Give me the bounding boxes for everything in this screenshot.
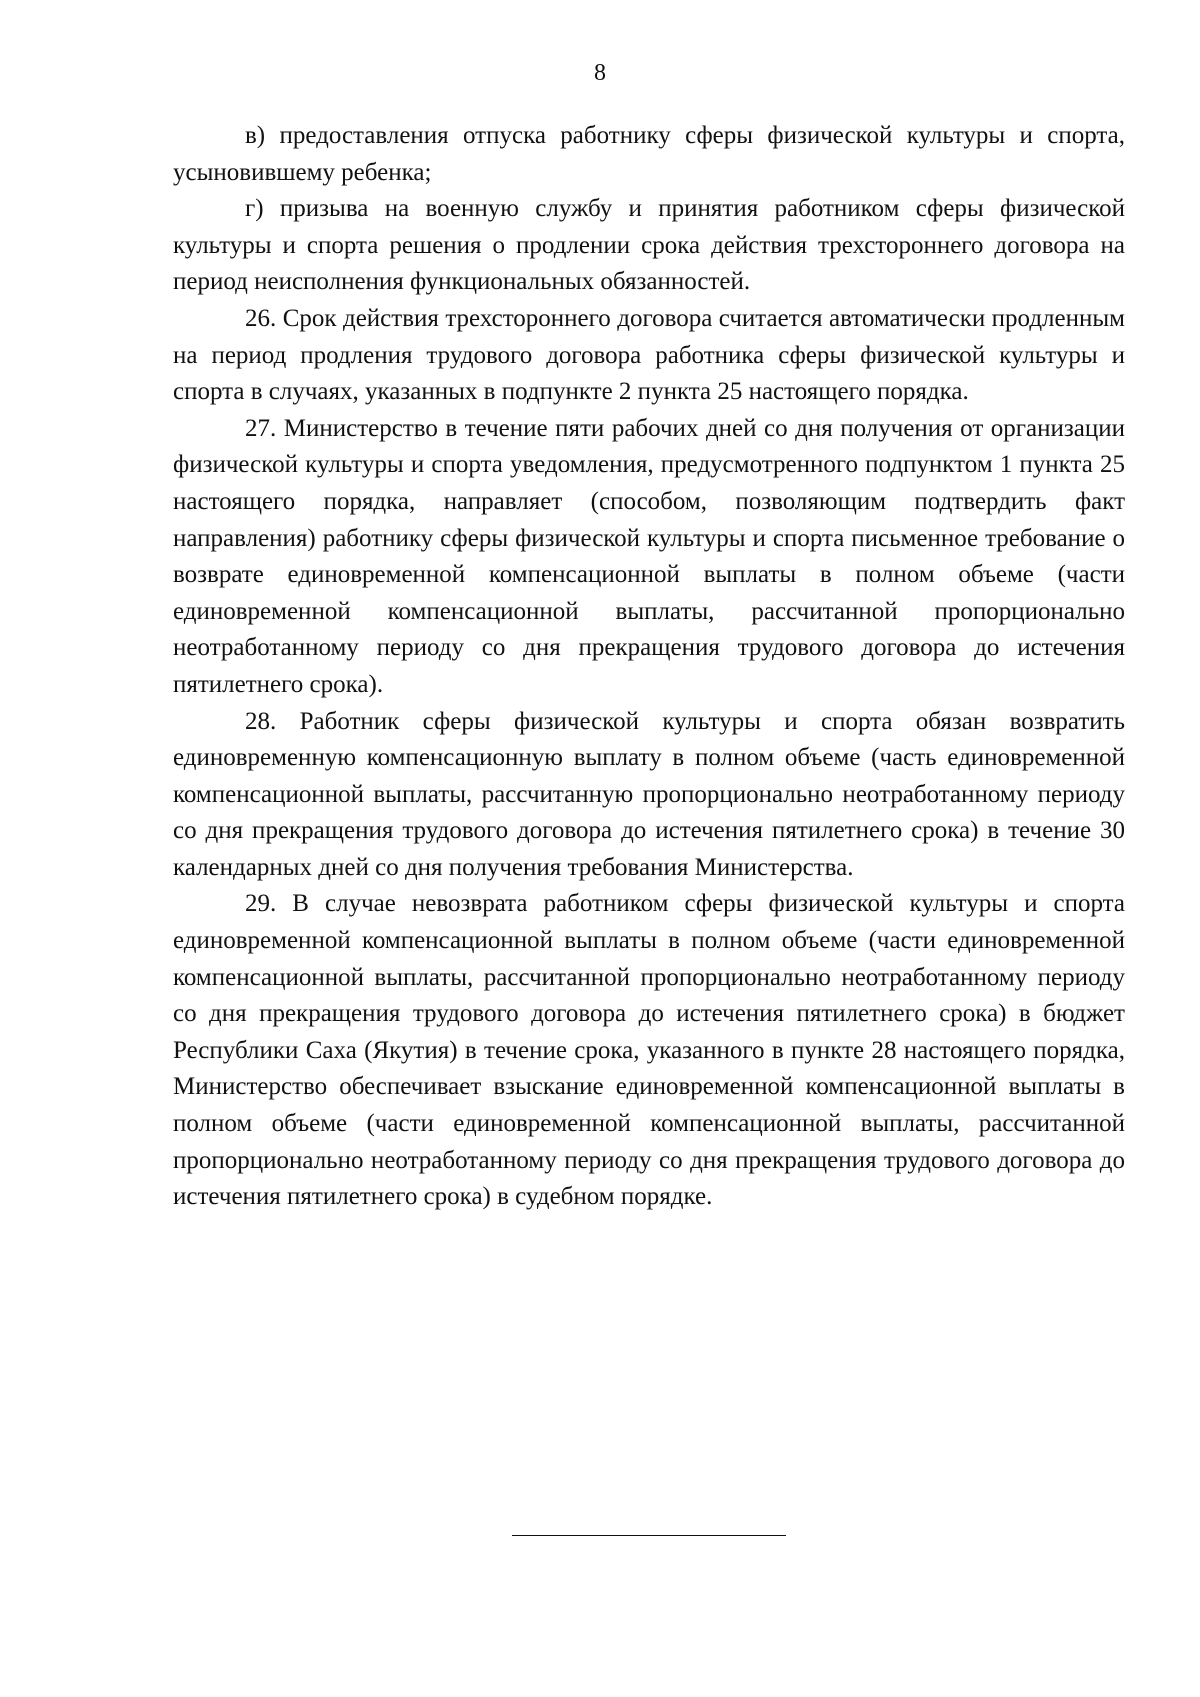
document-body <box>173 118 1125 1216</box>
paragraph-29: 29. В случае невозврата работником сферы физической культуры и спорта единовременной компенсационной выплаты в полном объеме (части единовременной компенсационной выплаты, рассчитанной пропорционально неотработанному периоду со дня прекращения трудового договора до истечения пятилетнего срока) в бюджет Республики Саха (Якутия) в течение срока, указанного в пункте 28 настоящего порядка, Министерство обеспечивает взыскание единовременной компенсационной выплаты в полном объеме (части единовременной компенсационной выплаты, рассчитанной пропорционально неотработанному периоду со дня прекращения трудового договора до истечения пятилетнего срока) в судебном порядке. <box>173 890 1125 1211</box>
page-number: 8 <box>594 60 606 86</box>
paragraph-27: 27. Министерство в течение пяти рабочих дней со дня получения от организации физической культуры и спорта уведомления, предусмотренного подпунктом 1 пункта 25 настоящего порядка, направляет (способом, позволяющим подтвердить факт направления) работнику сферы физической культуры и спорта письменное требование о возврате единовременной компенсационной выплаты в полном объеме (части единовременной компенсационной выплаты, рассчитанной пропорционально неотработанному периоду со дня прекращения трудового договора до истечения пятилетнего срока). <box>173 414 1125 698</box>
paragraph-subitem-g: г) призыва на военную службу и принятия работником сферы физической культуры и спорта решения о продлении срока действия трехстороннего договора на период неисполнения функциональных обязанностей. <box>173 195 1125 296</box>
paragraph-subitem-v: в) предоставления отпуска работнику сферы физической культуры и спорта, усыновившему ребенка; <box>173 122 1125 186</box>
end-of-document-divider <box>512 1535 786 1536</box>
paragraph-28: 28. Работник сферы физической культуры и спорта обязан возвратить единовременную компенсационную выплату в полном объеме (часть единовременной компенсационной выплаты, рассчитанную пропорционально неотработанному периоду со дня прекращения трудового договора до истечения пятилетнего срока) в течение 30 календарных дней со дня получения требования Министерства. <box>173 707 1125 881</box>
paragraph-26: 26. Срок действия трехстороннего договора считается автоматически продленным на период продления трудового договора работника сферы физической культуры и спорта в случаях, указанных в подпункте 2 пункта 25 настоящего порядка. <box>173 304 1125 406</box>
